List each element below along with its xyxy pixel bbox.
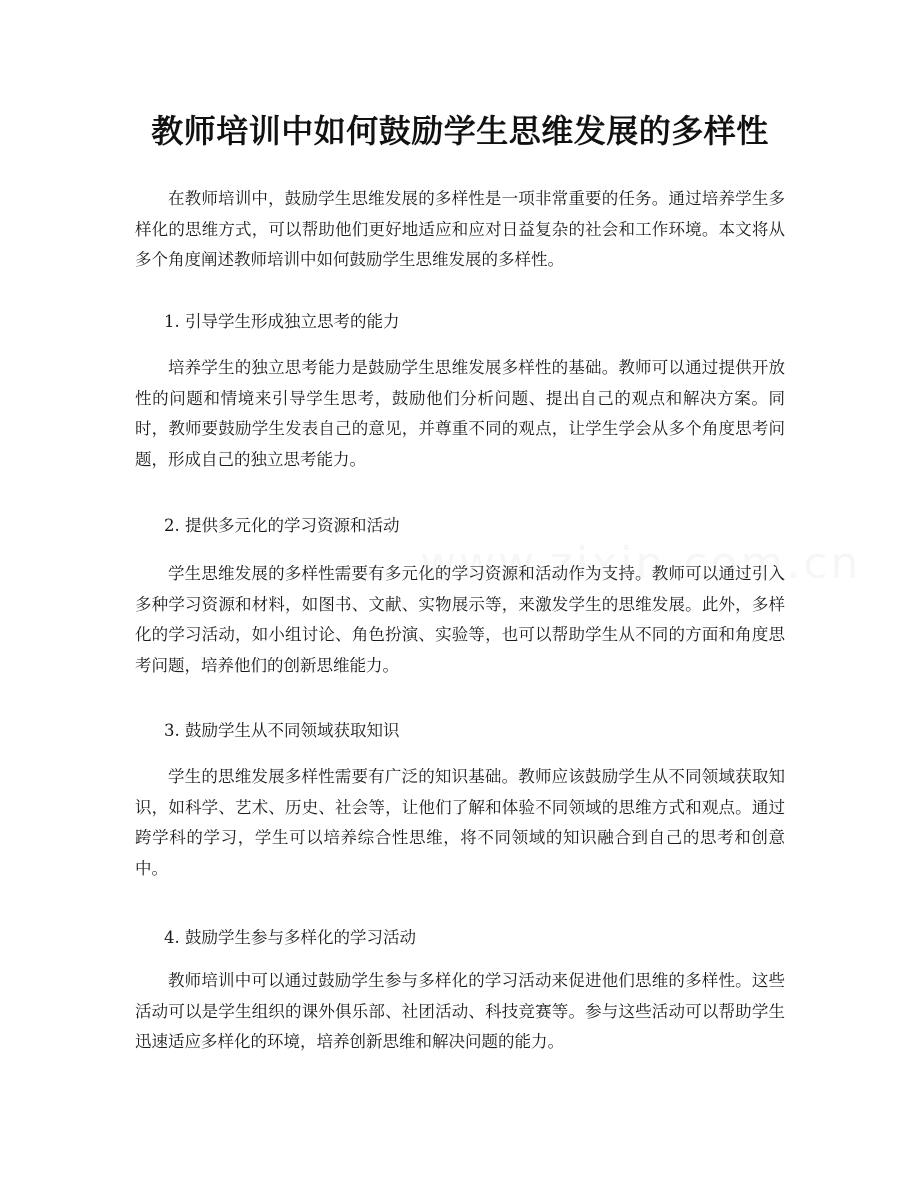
section-1-paragraph: 培养学生的独立思考能力是鼓励学生思维发展多样性的基础。教师可以通过提供开放性的问题和情境来引导学生思考，鼓励他们分析问题、提出自己的观点和解决方案。同时，教师要鼓励学生发表自己的意见，并尊重不同的观点，让学生学会从多个角度思考问题，形成自己的独立思考能力。 bbox=[135, 358, 785, 469]
section-2-paragraph: 学生思维发展的多样性需要有多元化的学习资源和活动作为支持。教师可以通过引入多种学习资源和材料，如图书、文献、实物展示等，来激发学生的思维发展。此外，多样化的学习活动，如小组讨论、角色扮演、实验等，也可以帮助学生从不同的方面和角度思考问题，培养他们的创新思维能力。 bbox=[135, 564, 785, 675]
section-4-heading: 4. 鼓励学生参与多样化的学习活动 bbox=[164, 928, 416, 947]
section-2-heading: 2. 提供多元化的学习资源和活动 bbox=[164, 516, 400, 535]
intro-paragraph: 在教师培训中，鼓励学生思维发展的多样性是一项非常重要的任务。通过培养学生多样化的思维方式，可以帮助他们更好地适应和应对日益复杂的社会和工作环境。本文将从多个角度阐述教师培训中如何鼓励学生思维发展的多样性。 bbox=[135, 189, 785, 269]
section-3-paragraph: 学生的思维发展多样性需要有广泛的知识基础。教师应该鼓励学生从不同领域获取知识，如科学、艺术、历史、社会等，让他们了解和体验不同领域的思维方式和观点。通过跨学科的学习，学生可以培养综合性思维，将不同领域的知识融合到自己的思考和创意中。 bbox=[135, 767, 785, 878]
section-1-heading: 1. 引导学生形成独立思考的能力 bbox=[164, 312, 400, 331]
section-4-paragraph: 教师培训中可以通过鼓励学生参与多样化的学习活动来促进他们思维的多样性。这些活动可以是学生组织的课外俱乐部、社团活动、科技竞赛等。参与这些活动可以帮助学生迅速适应多样化的环境，培养创新思维和解决问题的能力。 bbox=[135, 971, 785, 1051]
page-title: 教师培训中如何鼓励学生思维发展的多样性 bbox=[151, 112, 769, 150]
section-3-heading: 3. 鼓励学生从不同领域获取知识 bbox=[164, 721, 400, 740]
